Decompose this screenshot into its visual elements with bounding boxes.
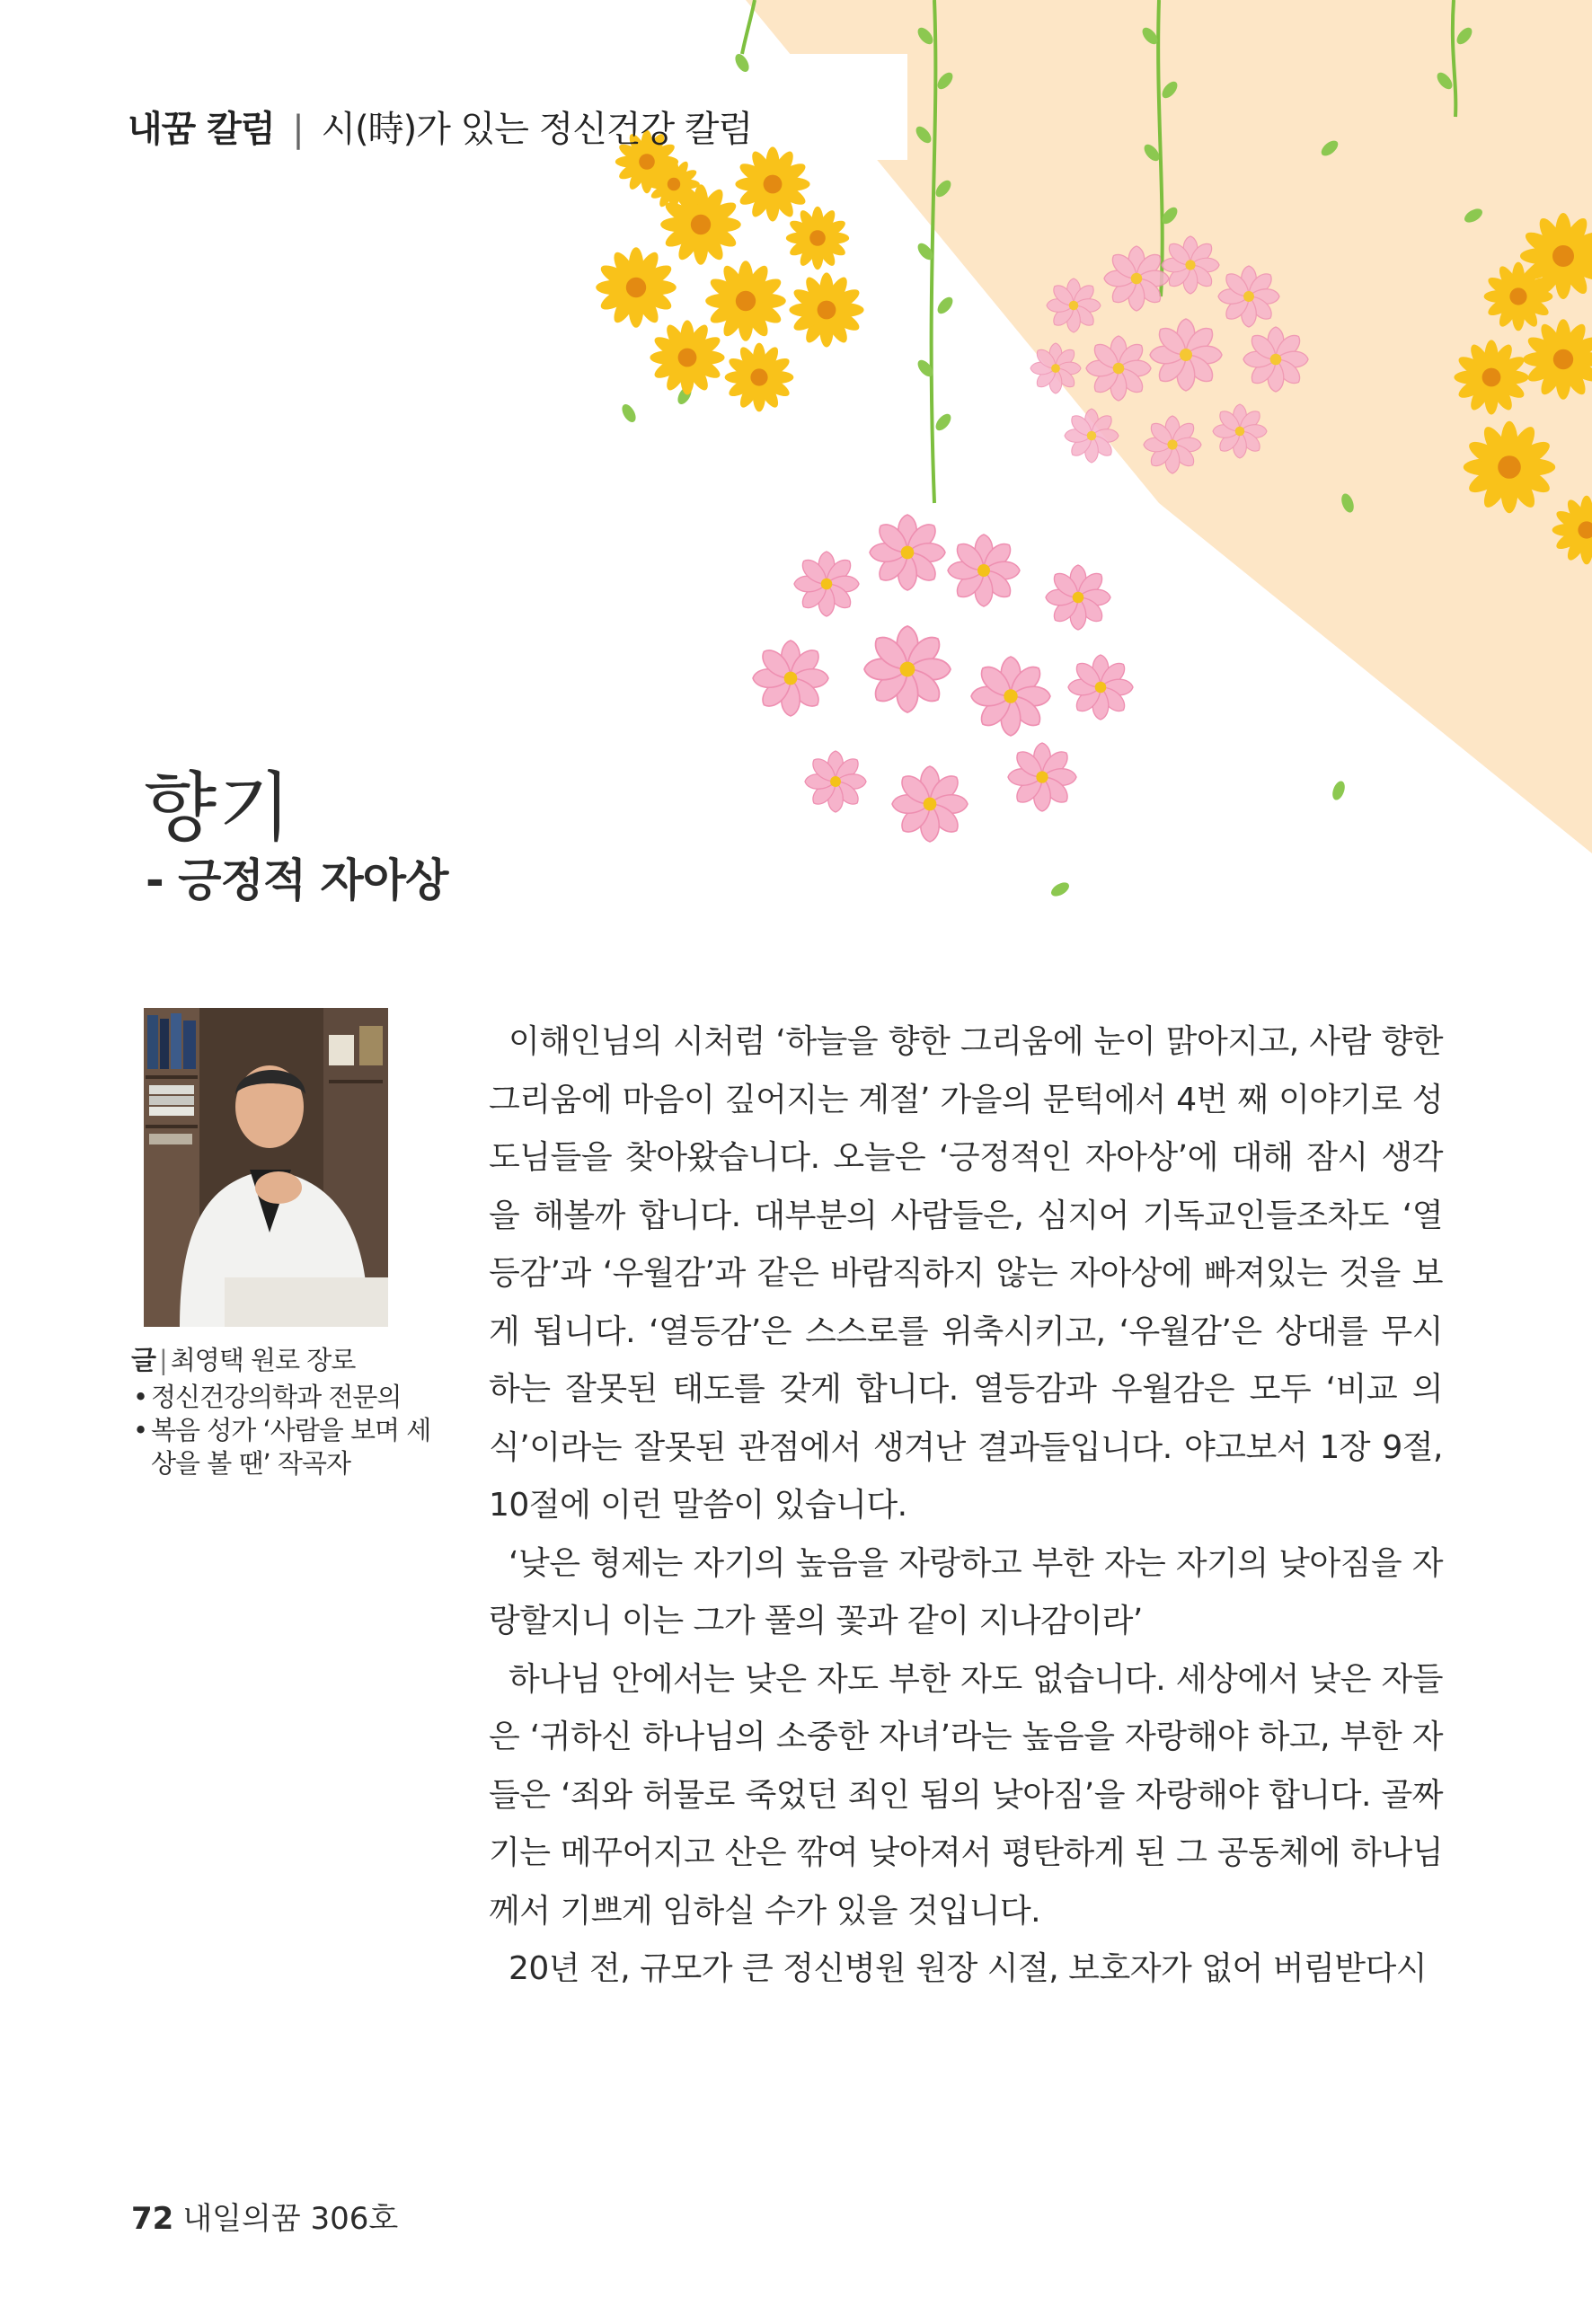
author-lead: 글	[131, 1345, 156, 1375]
author-separator: |	[159, 1345, 167, 1375]
article-title: 향기	[144, 764, 294, 852]
publication-name: 내일의꿈 306호	[182, 2201, 399, 2237]
author-info	[131, 1344, 437, 1480]
author-credit: • 복음 성가 ‘사람을 보며 세상을 볼 땐’ 작곡자	[131, 1414, 437, 1480]
author-credits	[131, 1381, 437, 1480]
page-number: 72	[131, 2201, 174, 2237]
article-paragraph: 20년 전, 규모가 큰 정신병원 원장 시절, 보호자가 없어 버림받다시	[509, 1950, 1428, 1987]
article-paragraph: 이해인님의 시처럼 ‘하늘을 향한 그리움에 눈이 맑아지고, 사람 향한 그리움에 마음이 깊어지는 계절’ 가을의 문턱에서 4번 째 이야기로 성도님들을 찾아왔습니다. 오늘은 ‘긍정적인 자아상’에 대해 잠시 생각을 해볼까 합니다. 대부분의 사람들은, 심지어 기독교인들조차도 ‘열등감’과 ‘우월감’과 같은 바람직하지 않는 자아상에 빠져있는 것을 보게 됩니다. ‘열등감’은 스스로를 위축시키고, ‘우월감’은 상대를 무시하는 잘못된 태도를 갖게 합니다. 열등감과 우월감은 모두 ‘비교 의식’이라는 잘못된 관점에서 생겨난 결과들입니다. 야고보서 1장 9절, 10절에 이런 말씀이 있습니다.	[489, 1023, 1443, 1524]
author-byline	[131, 1344, 437, 1377]
column-subtitle: 시(時)가 있는 정신건강 칼럼	[321, 109, 753, 150]
page-footer	[131, 2194, 398, 2238]
author-credit: • 정신건강의학과 전문의	[131, 1381, 437, 1414]
article-paragraph: 하나님 안에서는 낮은 자도 부한 자도 없습니다. 세상에서 낮은 자들은 ‘귀하신 하나님의 소중한 자녀’라는 높음을 자랑해야 하고, 부한 자들은 ‘죄와 허물로 죽었던 죄인 됨의 낮아짐’을 자랑해야 합니다. 골짜기는 메꾸어지고 산은 깎여 낮아져서 평탄하게 된 그 공동체에 하나님께서 기쁘게 임하실 수가 있을 것입니다.	[489, 1660, 1443, 1930]
pink-flower-cluster-lower	[753, 515, 1133, 842]
article-subtitle: - 긍정적 자아상	[146, 854, 448, 906]
article-body	[489, 1013, 1443, 1999]
column-separator: |	[292, 109, 304, 150]
yellow-flower-cluster	[596, 130, 863, 412]
article-paragraph: ‘낮은 형제는 자기의 높음을 자랑하고 부한 자는 자기의 낮아짐을 자랑할지니 이는 그가 풀의 꽃과 같이 지나감이라’	[489, 1544, 1443, 1639]
column-name: 내꿈 칼럼	[128, 109, 275, 150]
author-photo	[144, 1008, 388, 1327]
column-label	[128, 101, 752, 152]
author-name: 최영택 원로 장로	[170, 1345, 356, 1375]
